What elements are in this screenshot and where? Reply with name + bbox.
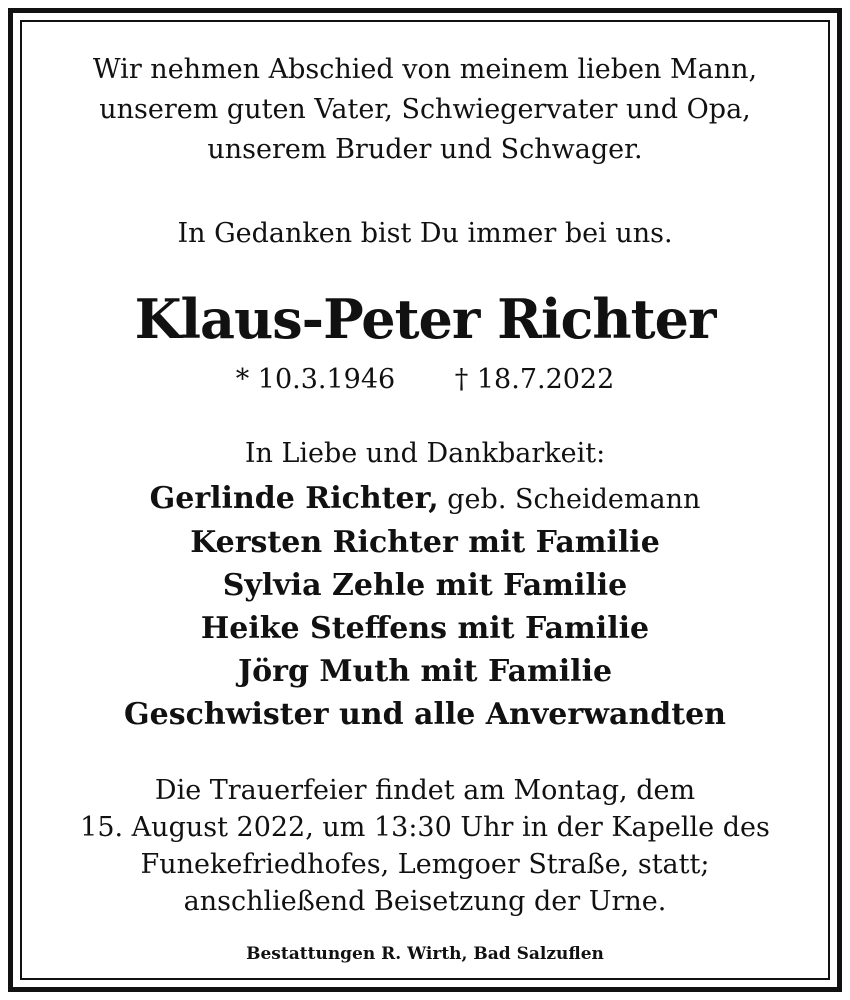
mourner-line: Sylvia Zehle mit Familie — [222, 568, 628, 603]
deceased-name: Klaus-Peter Richter — [134, 287, 716, 351]
mourner-primary-name: Gerlinde Richter, — [149, 481, 439, 516]
farewell-text — [22, 50, 828, 170]
funeral-line-3: Funekefriedhofes, Lemgoer Straße, statt; — [140, 849, 710, 880]
death-date: † 18.7.2022 — [454, 364, 615, 395]
funeral-line-1: Die Trauerfeier findet am Montag, dem — [154, 775, 696, 806]
remembrance-line: In Gedanken bist Du immer bei uns. — [177, 218, 673, 249]
mourner-line: Kersten Richter mit Familie — [190, 525, 660, 560]
birth-date: * 10.3.1946 — [235, 364, 396, 395]
mourner-line: Heike Steffens mit Familie — [200, 611, 650, 646]
life-dates — [22, 360, 828, 400]
mourners-list — [22, 477, 828, 736]
farewell-line-2: unserem guten Vater, Schwiegervater und Opa, — [99, 94, 751, 125]
funeral-line-2: 15. August 2022, um 13:30 Uhr in der Kapelle des — [80, 812, 770, 843]
undertaker-credit: Bestattungen R. Wirth, Bad Salzuflen — [246, 944, 604, 964]
funeral-details — [22, 772, 828, 920]
gratitude-line: In Liebe und Dankbarkeit: — [244, 438, 606, 469]
funeral-line-4: anschließend Beisetzung der Urne. — [183, 886, 667, 917]
mourner-line: Geschwister und alle Anverwandten — [123, 697, 726, 732]
farewell-line-1: Wir nehmen Abschied von meinem lieben Mann, — [92, 54, 758, 85]
mourner-line: Jörg Muth mit Familie — [237, 654, 613, 689]
farewell-line-3: unserem Bruder und Schwager. — [207, 134, 643, 165]
mourner-primary-note: geb. Scheidemann — [438, 484, 701, 515]
mourner-primary — [22, 477, 828, 521]
